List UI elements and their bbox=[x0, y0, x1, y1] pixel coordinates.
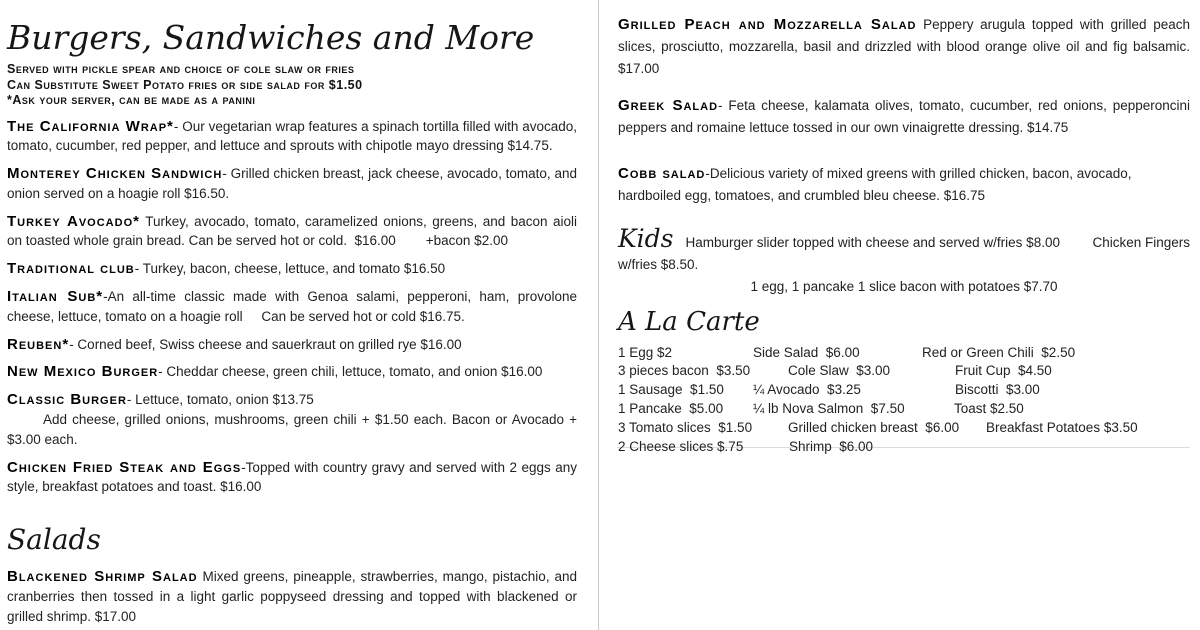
menu-item-greek-salad bbox=[618, 95, 1190, 139]
menu-item-turkey-avocado bbox=[7, 212, 577, 252]
note-line-3: *Ask your server, can be made as a panini bbox=[7, 93, 256, 107]
menu-item-reuben bbox=[7, 335, 577, 355]
item-name: Reuben* bbox=[7, 335, 70, 353]
item-name: Greek Salad bbox=[618, 97, 719, 115]
a-la-carte-cell: ¼ lb Nova Salmon $7.50 bbox=[753, 400, 905, 416]
note-line-2: Can Substitute Sweet Potato fries or side salad for $1.50 bbox=[7, 77, 363, 92]
menu-item-grilled-peach-salad bbox=[618, 14, 1190, 79]
a-la-carte-cell: Cole Slaw $3.00 bbox=[788, 363, 891, 379]
a-la-carte-cell: Fruit Cup $4.50 bbox=[955, 363, 1052, 379]
kids-line-1 bbox=[618, 225, 1190, 253]
kids-line-left bbox=[618, 225, 1060, 253]
menu-item-cobb-salad bbox=[618, 163, 1190, 207]
menu-item-new-mexico-burger bbox=[7, 362, 577, 382]
a-la-carte-cell: 1 Egg $2 bbox=[618, 344, 673, 360]
kids-chicken-fingers: Chicken Fingers bbox=[1092, 234, 1190, 250]
note-line-1: Served with pickle spear and choice of cole slaw or fries bbox=[7, 62, 355, 76]
kids-hamburger-slider: Hamburger slider topped with cheese and served w/fries $8.00 bbox=[685, 234, 1060, 250]
item-name: Chicken Fried Steak and Eggs bbox=[7, 458, 242, 476]
kids-section bbox=[618, 225, 1190, 297]
a-la-carte-row bbox=[618, 362, 1190, 381]
a-la-carte-row bbox=[618, 419, 1190, 438]
a-la-carte-cell: Shrimp $6.00 bbox=[789, 438, 874, 454]
menu-item-chicken-fried-steak bbox=[7, 458, 577, 498]
item-desc: Mixed greens, pineapple, strawberries, mango, pistachio, and cranberries then tossed in a light garlic poppyseed dressing and topped with blackened or grilled shrimp. $17.00 bbox=[7, 569, 577, 624]
a-la-carte-cell: 2 Cheese slices $.75 bbox=[618, 438, 744, 454]
item-name: Classic Burger bbox=[7, 391, 127, 409]
item-desc: - Lettuce, tomato, onion $13.75 bbox=[126, 392, 314, 408]
item-name: Turkey Avocado* bbox=[7, 212, 140, 230]
column-divider bbox=[598, 0, 599, 630]
item-name: Grilled Peach and Mozzarella Salad bbox=[618, 16, 917, 33]
a-la-carte-cell: Side Salad $6.00 bbox=[753, 344, 860, 360]
menu-item-blackened-shrimp-salad bbox=[7, 567, 577, 626]
right-column bbox=[618, 0, 1190, 456]
menu-item-california-wrap bbox=[7, 117, 577, 157]
a-la-carte-cell: 3 Tomato slices $1.50 bbox=[618, 419, 753, 435]
item-desc: - Grilled chicken breast, jack cheese, avocado, tomato, and onion served on a hoagie roll $16.50. bbox=[7, 166, 577, 201]
item-desc: - Turkey, bacon, cheese, lettuce, and tomato $16.50 bbox=[134, 261, 446, 277]
a-la-carte-cell: Grilled chicken breast $6.00 bbox=[788, 419, 960, 435]
a-la-carte-cell: ¼ Avocado $3.25 bbox=[753, 382, 861, 398]
a-la-carte-list bbox=[618, 344, 1190, 457]
item-name: Cobb salad bbox=[618, 164, 706, 182]
item-desc: -Delicious variety of mixed greens with grilled chicken, bacon, avocado, hardboiled egg, tomatoes, and crumbled bleu cheese. $16.75 bbox=[618, 165, 1132, 203]
item-name: Italian Sub* bbox=[7, 288, 104, 306]
menu-item-classic-burger bbox=[7, 390, 577, 410]
item-desc: -An all-time classic made with Genoa salami, pepperoni, ham, provolone cheese, lettuce, tomato on a hoagie roll Can be served hot or cold $16.75. bbox=[7, 289, 577, 324]
item-desc: Peppery arugula topped with grilled peach slices, prosciutto, mozzarella, basil and drizzled with blood orange olive oil and fig balsamic. $17.00 bbox=[618, 17, 1191, 76]
a-la-carte-cell: 1 Pancake $5.00 bbox=[618, 400, 724, 416]
a-la-carte-cell: 1 Sausage $1.50 bbox=[618, 382, 724, 398]
classic-burger-addons: Add cheese, grilled onions, mushrooms, green chili + $1.50 each. Bacon or Avocado + $3.00 each. bbox=[7, 412, 577, 447]
section-title-salads: Salads bbox=[7, 523, 101, 557]
menu-item-traditional-club bbox=[7, 259, 577, 279]
left-column bbox=[7, 0, 577, 627]
a-la-carte-cell: Toast $2.50 bbox=[954, 400, 1024, 416]
kids-breakfast-line: 1 egg, 1 pancake 1 slice bacon with potatoes $7.70 bbox=[750, 278, 1058, 294]
item-name: New Mexico Burger bbox=[7, 363, 159, 381]
item-desc: - Corned beef, Swiss cheese and sauerkraut on grilled rye $16.00 bbox=[69, 336, 462, 352]
a-la-carte-row bbox=[618, 344, 1190, 363]
section-title-kids: Kids bbox=[618, 223, 674, 253]
a-la-carte-cell: Biscotti $3.00 bbox=[955, 382, 1040, 398]
item-name: Monterey Chicken Sandwich bbox=[7, 165, 223, 183]
a-la-carte-row bbox=[618, 381, 1190, 400]
kids-line-2: w/fries $8.50. bbox=[618, 256, 699, 272]
item-name: Traditional club bbox=[7, 260, 135, 278]
item-desc: - Cheddar cheese, green chili, lettuce, tomato, and onion $16.00 bbox=[158, 364, 543, 380]
a-la-carte-cell: Breakfast Potatoes $3.50 bbox=[986, 419, 1138, 435]
item-desc: Turkey, avocado, tomato, caramelized onions, greens, and bacon aioli on toasted whole grain bread. Can be served hot or cold. $16.00 +bacon $2.00 bbox=[7, 213, 578, 249]
a-la-carte-cell: 3 pieces bacon $3.50 bbox=[618, 363, 751, 379]
section-notes bbox=[7, 62, 577, 109]
item-desc: - Feta cheese, kalamata olives, tomato, cucumber, red onions, pepperoncini peppers and romaine lettuce tossed in our own vinaigrette dressing. $14.75 bbox=[618, 98, 1191, 136]
item-desc: -Topped with country gravy and served with 2 eggs any style, breakfast potatoes and toast. $16.00 bbox=[7, 459, 577, 495]
a-la-carte-cell: Red or Green Chili $2.50 bbox=[922, 344, 1076, 360]
section-title-burgers: Burgers, Sandwiches and More bbox=[7, 18, 535, 57]
menu-item-monterey-chicken-sandwich bbox=[7, 164, 577, 204]
a-la-carte-row bbox=[618, 400, 1190, 419]
item-desc: - Our vegetarian wrap features a spinach tortilla filled with avocado, tomato, cucumber, red pepper, and lettuce and sprouts with chipotle mayo dressing $14.75. bbox=[7, 118, 577, 154]
menu-item-italian-sub bbox=[7, 287, 577, 327]
section-title-a-la-carte: A La Carte bbox=[618, 306, 760, 337]
item-name: The California Wrap* bbox=[7, 117, 174, 135]
a-la-carte-row bbox=[618, 438, 1190, 457]
item-name: Blackened Shrimp Salad bbox=[7, 568, 198, 586]
